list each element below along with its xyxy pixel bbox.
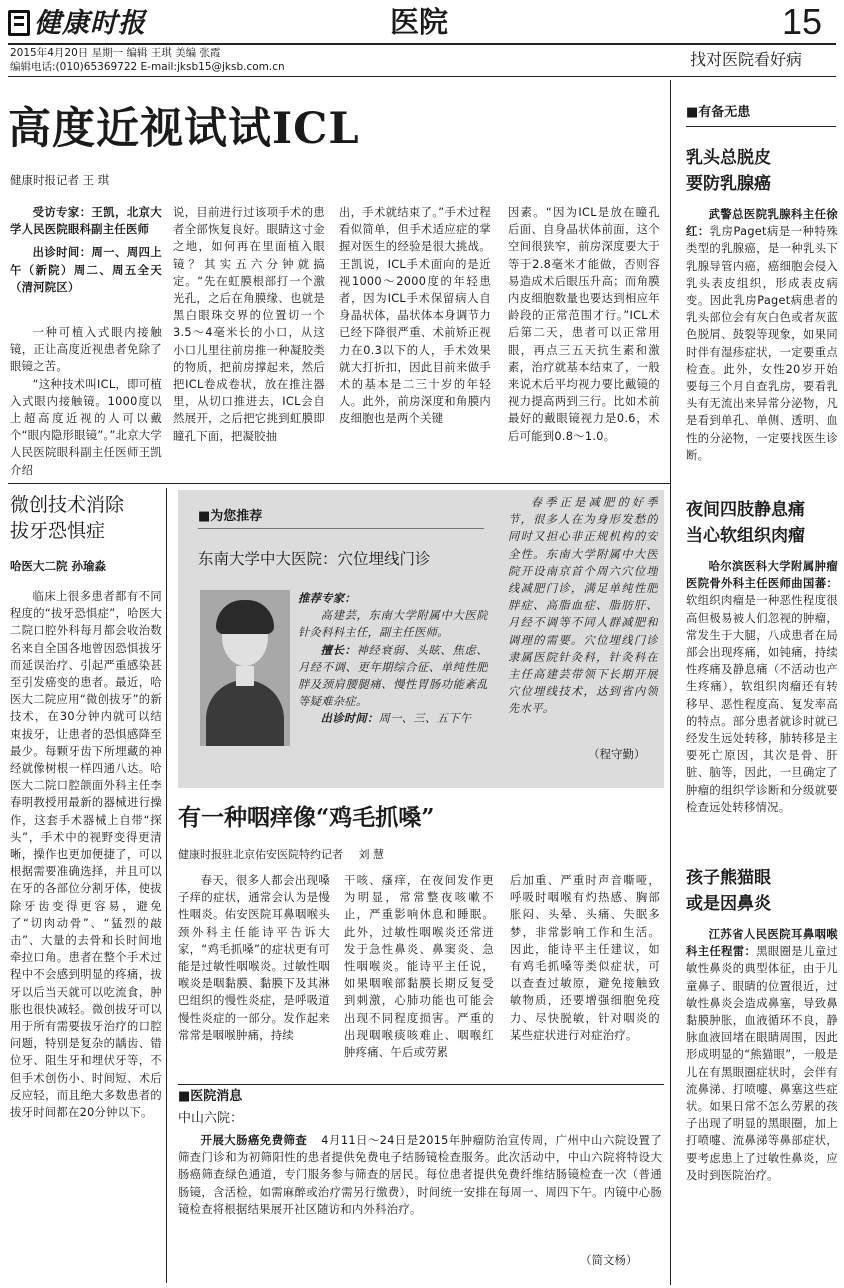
cough-col-1 — [178, 872, 330, 1078]
right-s3-title-1: 孩子熊猫眼 — [686, 868, 771, 888]
promo-right-text — [508, 494, 658, 740]
logo-emblem-icon — [8, 10, 30, 36]
promo-expert-info — [298, 590, 488, 770]
cough-byline-pre: 健康时报驻北京佑安医院特约记者 — [178, 848, 343, 861]
doctor-photo — [200, 590, 290, 746]
right-s2-title-1: 夜间四肢静息痛 — [686, 500, 805, 520]
section-name: 医院 — [390, 5, 449, 39]
main-hours: 出诊时间：周一、周四上午（新院）周二、周五全天（清河院区） — [10, 246, 162, 294]
news-text: 4月11日～24日是2015年肿瘤防治宣传周，广州中山六院设置了筛查门诊和为初筛阳性的患者提供免费电子结肠镜检查服务。此次活动中，中山六院将特设大肠癌筛查绿色通道，专门服务参与筛查的居民。每位患者提供免费纤维结肠镜检查一次（普通肠镜，含活检，如需麻醉或治疗需另行缴费），时间统一安排在每周一、周四下午。内镜中心肠镜检查将根据结果展开社区随访和内外科治疗。 — [178, 1134, 662, 1216]
main-col1-para1: 一种可植入式眼内接触镜，正让高度近视患者免除了眼镜之苦。 — [10, 326, 162, 374]
cough-byline-name: 刘 慧 — [358, 848, 384, 861]
cough-byline — [178, 846, 384, 863]
right-s1-text: 乳房Paget病是一种特殊类型的乳腺癌，是一种乳头下乳腺导管内癌，癌细胞会侵入乳头表皮组织，形成表皮病变。因此乳房Paget病患者的乳头部位会有灰白色或者灰蓝色脱屑、鼓裂等现象，如果同时伴有湿疹症状，一定要重点检查。此外，女性20岁开始要每三个月自查乳房，要看乳头有无流出来异常分泌物，凡是看到单孔、单侧、透明、血性的分泌物，一定要找医生诊断。 — [686, 225, 838, 462]
promo-expert-text: 高建芸，东南大学附属中大医院针灸科科主任，副主任医师。 — [298, 609, 488, 640]
news-credit: （简文杨） — [580, 1253, 638, 1267]
main-expert: 受访专家：王凯，北京大学人民医院眼科副主任医师 — [10, 206, 162, 237]
promo-skill-text: 神经衰弱、头眩、焦虑、月经不调、更年期综合征、单纯性肥胖及颈肩腰腿痛、慢性胃肠功能紊乱等疑难杂症。 — [298, 643, 488, 709]
cough-col2-text: 干咳、瘙痒，在夜间发作更为明显，常常整夜咳嗽不止，严重影响休息和睡眠。此外，过敏性咽喉炎还常迸发于急性鼻炎、鼻窦炎、急性咽喉炎。能诗平主任说，如果咽喉部黏膜长期反复受到刺激，心肺功能也可能会出现不同程度损害。严重的出现咽喉痰咳难止、咽喉红肿疼痛、午后或劳累 — [344, 874, 494, 1060]
date-line: 2015年4月20日 星期一 编辑 王琪 美编 张霞 — [10, 47, 221, 59]
newspaper-logo — [8, 6, 178, 40]
side-left-title-2: 拔牙恐惧症 — [10, 520, 106, 542]
cough-col-3 — [510, 872, 660, 1078]
logo-text: 健康时报 — [34, 7, 146, 39]
masthead — [0, 0, 844, 80]
right-s1-title-1: 乳头总脱皮 — [686, 148, 771, 168]
side-left-body — [10, 588, 162, 1280]
main-title: 高度近视试试ICL — [8, 104, 360, 154]
main-col1-para2: “这种技术叫ICL，即可植入式眼内接触镜。1000度以上超高度近视的人可以戴个“眼内隐形眼镜”。”北京大学人民医院眼科副主任医师王凯介绍 — [10, 377, 162, 476]
promo-label: ■为您推荐 — [198, 509, 263, 524]
news-headline: 开展大肠癌免费筛查 — [200, 1134, 308, 1147]
promo-expert-label: 推荐专家： — [298, 592, 356, 605]
main-col4-text: 因素。“因为ICL是放在瞳孔后面、自身晶状体前面，这个空间很狭窄，前房深度要大于等于2.8毫米才能做，否则容易造成术后眼压升高；而角膜内皮细胞数量也要达到相应年龄段的正常范围才行。”ICL术后第二天，患者可以正常用眼，再点三五天抗生素和激素，治疗就基本结束了，一般来说术后平均视力要比戴镜的视力提高两到三行。比如术前最好的戴眼镜视力是0.6，术后可能到0.8～1.0。 — [508, 206, 660, 443]
promo-hours-text: 周一、三、五下午 — [378, 712, 472, 726]
main-byline: 健康时报记者 王 琪 — [10, 173, 110, 187]
main-col-1 — [10, 204, 162, 476]
main-col-2 — [173, 204, 325, 476]
main-col-3 — [339, 204, 491, 476]
right-s2-source: 哈尔滨医科大学附属肿瘤医院骨外科主任医师曲国蕃： — [686, 560, 838, 591]
cough-col3-text: 后加重、严重时声音嘶哑，呼吸时咽喉有灼热感、胸部胀闷、头晕、头痛、失眠多梦，非常影响工作和生活。因此，能诗平主任建议，如有鸡毛抓嗓等类似症状，可以查查过敏原，避免接触致敏物质，还要增强细胞免疫力、尽快脱敏，针对咽炎的某些症状进行对症治疗。 — [510, 874, 660, 1042]
news-label: ■医院消息 — [178, 1089, 243, 1104]
right-s3-body — [686, 926, 838, 1280]
news-org: 中山六院： — [178, 1111, 244, 1126]
right-s1-title-2: 要防乳腺癌 — [686, 174, 771, 194]
side-left-text: 临床上很多患者都有不同程度的“拔牙恐惧症”，哈医大二院口腔外科每月都会收治数名来自全国各地曾因恐惧拔牙而延误治疗、引起严重感染甚至引发癌变的患者。最近，哈医大二院应用“微创拔牙”的新技术，在30分钟内就可以结束拔牙，让患者的恐惧感降至最少。每颗牙齿下所埋藏的神经就像树根一样四通八达。哈医大二院口腔颌面外科主任李春明教授用最新的器械进行操作，这套手术器械上自带“探头”，手术中的视野变得更清晰，操作也更加便捷了，可以根据需要准确选择，并且可以在牙的各部位分割牙体，使拔除牙齿变得更容易，避免了“切肉动骨”、“猛烈的敲击”、大量的去骨和长时间地牵拉口角。患者在整个手术过程中不会感到明显的疼痛，拔牙以后当天就可以吃流食，肿胀也很快减轻。微创拔牙可以用于所有需要拔牙治疗的口腔问题，特别是复杂的龋齿、错位牙、阻生牙和埋伏牙等，不但手术创伤小、时间短、术后反应轻，而且绝大多数患者的拔牙时间都在20分钟以下。 — [10, 590, 162, 1120]
right-s2-title-2: 当心软组织肉瘤 — [686, 526, 805, 546]
right-s1-source: 武警总医院乳腺科主任徐红： — [686, 208, 838, 239]
cough-title: 有一种咽痒像“鸡毛抓嗓” — [178, 804, 435, 831]
right-s1-body — [686, 206, 838, 490]
right-s2-body — [686, 558, 838, 858]
promo-credit: （程守勤） — [588, 747, 646, 761]
slogan: 找对医院看好病 — [690, 50, 803, 69]
main-col-4 — [508, 204, 660, 476]
promo-title: 东南大学中大医院：穴位埋线门诊 — [198, 550, 431, 568]
promo-hours-label: 出诊时间： — [320, 712, 379, 726]
right-s3-text: 黑眼圈是儿童过敏性鼻炎的典型体征，由于儿童鼻子、眼睛的位置很近，过敏性鼻炎会造成鼻塞，导致鼻黏膜肿胀，血液循环不良，静脉血液回堵在眼睛周围，因此形成明显的“熊猫眼”，一般是儿在有黑眼圈症状时，会伴有流鼻涕、打喷嚏、鼻塞这些症状。如果日常不怎么劳累的孩子出现了明显的黑眼圈，加上打喷嚏、流鼻涕等鼻部症状，要考虑患上了过敏性鼻炎，应及时到医院治疗。 — [686, 945, 838, 1182]
main-col2-text: 说，目前进行过该项手术的患者全部恢复良好。眼睛这寸金之地，如何再在里面植入眼镜？其实五六分钟就搞定。“先在虹膜根部打一个激光孔，之后在角膜缘、也就是黑白眼珠交界的位置切一个3.5～4毫米长的小口，从这小口儿里往前房推一种凝胶类的物质，把前房撑起来，然后把ICL卷成卷状，放在推注器里，从切口推进去，ICL会自然展开，之后把它挑到虹膜即瞳孔下面，把凝胶抽 — [173, 206, 325, 443]
right-s3-source: 江苏省人民医院耳鼻咽喉科主任程雷： — [686, 928, 838, 959]
contact-line: 编辑电话:(010)65369722 E-mail:jksb15@jksb.com.cn — [10, 61, 285, 73]
page-number: 15 — [782, 1, 823, 42]
promo-right-para: 春季正是减肥的好季节，很多人在为身形发愁的同时又担心非正规机构的安全性。东南大学附属中大医院开设南京首个周六穴位埋线减肥门诊，满足单纯性肥胖症、高脂血症、脂肪肝、月经不调等不同人群减肥和调理的需要。穴位埋线门诊隶属医院针灸科，针灸科在主任高建芸带领下长期开展穴位埋线技术，达到省内领先水平。 — [508, 496, 658, 716]
side-left-byline: 哈医大二院 孙瑜淼 — [10, 559, 107, 573]
cough-col-2 — [344, 872, 494, 1078]
right-s2-text: 软组织肉瘤是一种恶性程度很高但极易被人们忽视的肿瘤，常发生于大腿，八成患者在局部会出现疼痛，如钝痛，持续性疼痛及静息痛（不活动也产生疼痛），软组织肉瘤还有转移早、恶性程度高、复发率高的特点。部分患者就诊时就已经发生远处转移，肺转移是主要死亡原因，其次是骨、肝脏、脑等，因此，一旦确定了肿瘤的组织学诊断和分级就要检查远处转移情况。 — [686, 594, 838, 814]
right-label: ■有备无患 — [686, 105, 751, 120]
side-left-title-1: 微创技术消除 — [10, 494, 125, 516]
right-s3-title-2: 或是因鼻炎 — [686, 894, 771, 914]
promo-box — [178, 490, 664, 788]
news-body — [178, 1132, 662, 1272]
cough-col1-text: 春天，很多人都会出现嗓子痒的症状，通常会认为是慢性咽炎。佑安医院耳鼻咽喉头颈外科主任能诗平告诉大家，“鸡毛抓嗓”的症状更有可能是过敏性咽喉炎。过敏性咽喉炎是咽黏膜、黏膜下及其淋巴组织的慢性炎症，是呼吸道慢性炎症的一部分。发作起来常常是咽喉肿痛，持续 — [178, 874, 330, 1042]
main-col3-text: 出，手术就结束了。”手术过程看似简单，但手术适应症的掌握对医生的经验是很大挑战。王凯说，ICL手术面向的是近视1000～2000度的年轻患者，因为ICL手术保留病人自身晶状体，晶状体本身调节力已经下降很严重、术前矫正视力在0.3以下的人，手术效果就大打折扣，因此目前来做手术的基本是二三十岁的年轻人。此外，前房深度和角膜内皮细胞也是两个关键 — [339, 206, 491, 426]
promo-skill-label: 擅长： — [320, 643, 357, 657]
